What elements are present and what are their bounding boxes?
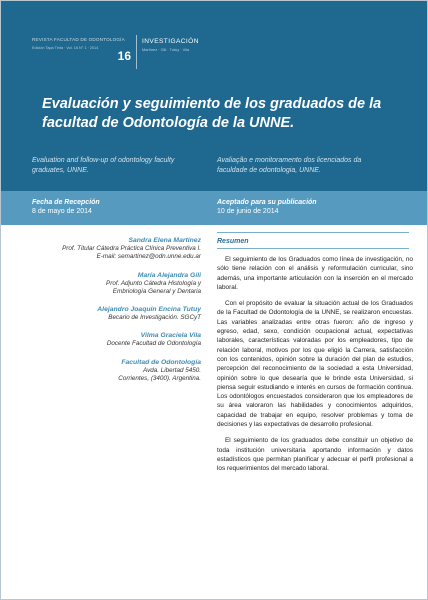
accepted-date-block	[217, 198, 317, 217]
author-affiliation: Docente Facultad de Odontología	[106, 340, 201, 348]
author-name: Sandra Elena Martínez	[128, 237, 201, 244]
section-name: INVESTIGACIÓN	[142, 38, 199, 45]
running-authors: Martínez · Gili · Tutuy · Vila	[142, 47, 190, 52]
abstract-paragraph: El seguimiento de los Graduados como línea de investigación, no sólo tiene relación con el análisis y reformulación curricular, sino además, una importante articulación con la inserción en el mercado laboral.	[217, 256, 413, 291]
section-masthead	[142, 37, 199, 52]
abstract-paragraph: El seguimiento de los graduados debe constituir un objetivo de toda institución universitaria aportando información y datos estadísticos que permitan planificar y adecuar el perfil profesional a los requerimientos del mercado laboral.	[217, 437, 413, 473]
portuguese-title: Avaliação e monitoramento dos licenciados da faculdade de odontologia, UNNE.	[217, 157, 362, 174]
english-title: Evaluation and follow-up of odontology faculty graduates, UNNE.	[32, 157, 175, 174]
received-label: Fecha de Recepción	[32, 199, 100, 206]
institution-entry	[21, 358, 201, 384]
abstract-heading: Resumen	[217, 238, 249, 245]
header-divider	[136, 35, 137, 69]
author-entry	[21, 271, 201, 297]
abstract-paragraph: Con el propósito de evaluar la situación actual de los Graduados de la Facultad de Odontología de la UNNE, se realizaron encuestas. Las variables analizadas entre otras fueron: año de ingreso y egreso, edad, sexo, condición ocupacional actual, expectativas laborales, características valoradas por los empleadores, tipo de relación laboral, motivos por los que eligió la Carrera, satisfacción con los contenidos, opinión sobre la duración del plan de estudios, percepción del reconocimiento de la sociedad a esta Universidad, opinión sobre lo que desearía que le brinde esta Universidad, si piensa seguir estudiando e interés en cursos de formación continua. Los odontólogos encuestados consideraron que los empleadores de su área valoraron las habilidades y conocimientos adquiridos, capacidad de trabajar en equipo, resolver problemas y toma de decisiones y las expectativas de desarrollo profesional.	[217, 300, 413, 429]
author-affiliation: Embriología General y Dentaria	[112, 287, 201, 295]
institution-address: Corrientes, (3400). Argentina.	[118, 375, 201, 383]
author-affiliation: Becario de Investigación. SGCyT	[108, 314, 201, 322]
author-list	[21, 236, 201, 392]
issue-info: Edición Tapa Tinta · Vol. 16 N° 1 · 2014	[32, 46, 99, 50]
institution-name: Facultad de Odontología	[121, 358, 201, 366]
abstract-body	[217, 255, 413, 481]
abstract-rule-top	[217, 232, 409, 233]
author-email: E-mail: semartinez@odn.unne.edu.ar	[96, 253, 201, 261]
author-affiliation: Prof. Titular Cátedra Práctica Clínica Preventiva I.	[62, 245, 201, 252]
author-entry	[21, 331, 201, 348]
author-affiliation: Prof. Adjunto Cátedra Histología y	[106, 279, 201, 287]
received-date-block	[32, 198, 100, 217]
received-date: 8 de mayo de 2014	[32, 208, 92, 215]
abstract-rule-bottom	[217, 248, 409, 249]
dates-band	[1, 191, 428, 225]
author-name: María Alejandra Gili	[137, 271, 201, 279]
author-entry	[21, 305, 201, 322]
author-name: Vilma Graciela Vila	[140, 332, 201, 340]
institution-address: Avda. Libertad 5450.	[142, 366, 201, 374]
accepted-date: 10 de junio de 2014	[217, 208, 279, 215]
issue-number: 16	[117, 49, 131, 63]
journal-name: REVISTA FACULTAD DE ODONTOLOGÍA	[32, 37, 125, 42]
article-title: Evaluación y seguimiento de los graduados de la facultad de Odontología de la UNNE.	[42, 96, 382, 131]
author-name: Alejandro Joaquín Encina Tutuy	[97, 306, 201, 314]
header-band	[1, 1, 428, 191]
author-entry	[21, 236, 201, 262]
accepted-label: Aceptado para su publicación	[217, 199, 317, 206]
